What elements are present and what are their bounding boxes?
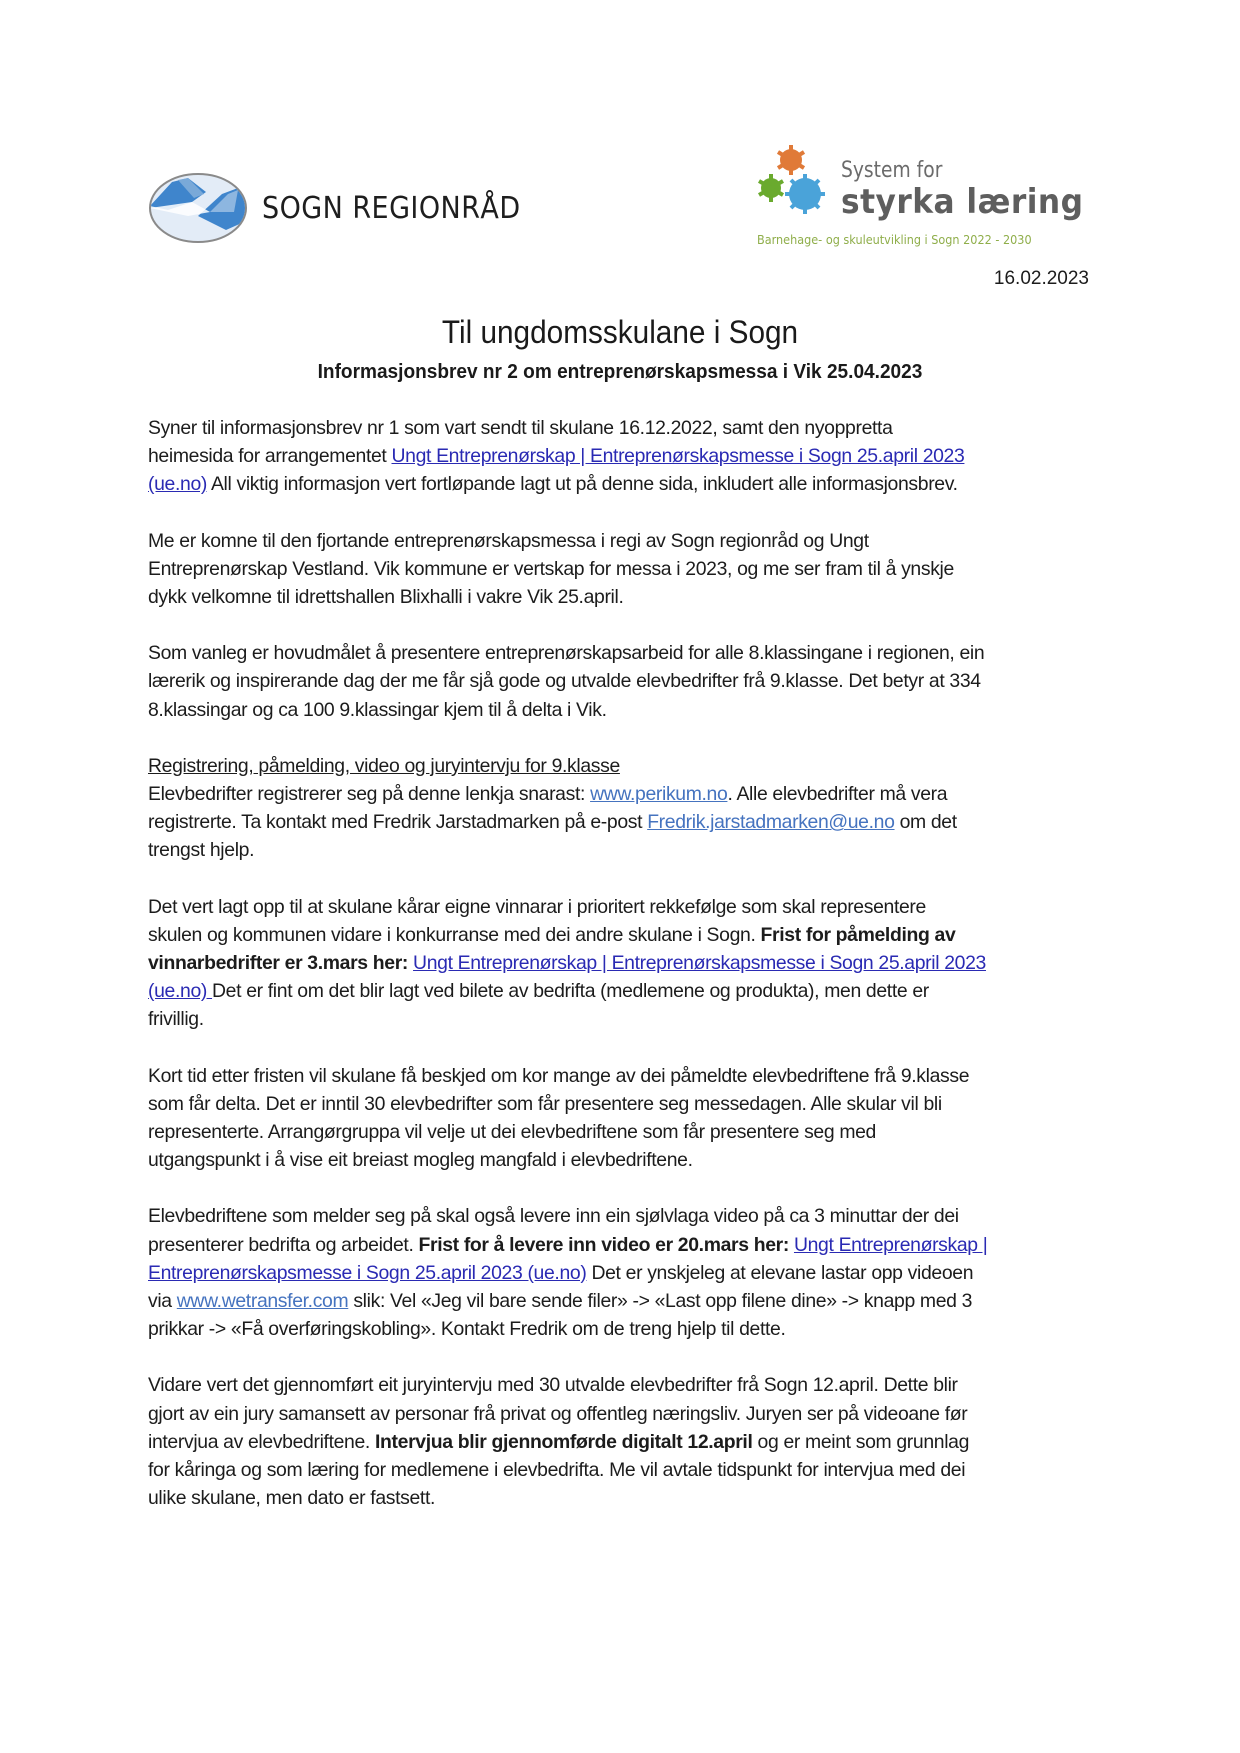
text-line: Elevbedriftene som melder seg på skal også levere inn ein sjølvlaga video på ca 3 minuttar der dei — [148, 1205, 959, 1228]
paragraph-intro — [148, 414, 1098, 499]
logo-tagline: Barnehage- og skuleutvikling i Sogn 2022 - 2030 — [757, 232, 1032, 247]
paragraph-registration — [148, 752, 1098, 865]
text-line: Vidare vert det gjennomført eit juryintervju med 30 utvalde elevbedrifter frå Sogn 12.april. Dette blir — [148, 1374, 958, 1397]
text-span: slik: Vel «Jeg vil bare sende filer» -> «Last opp filene dine» -> knapp med 3 — [348, 1290, 973, 1313]
text-line: 8.klassingar og ca 100 9.klassingar kjem til å delta i Vik. — [148, 698, 607, 721]
text-span: Det er ynskjeleg at elevane lastar opp videoen — [586, 1261, 974, 1284]
text-line: Me er komne til den fjortande entreprenørskapsmessa i regi av Sogn regionråd og Ungt — [148, 529, 869, 552]
ue-event-link-cont[interactable]: Entreprenørskapsmesse i Sogn 25.april 2023 (ue.no) — [148, 1261, 587, 1284]
text-line: Det vert lagt opp til at skulane kårar eigne vinnarar i prioritert rekkefølge som skal representere — [148, 895, 926, 918]
section-heading: Registrering, påmelding, video og juryintervju for 9.klasse — [148, 754, 620, 777]
page-subtitle: Informasjonsbrev nr 2 om entreprenørskapsmessa i Vik 25.04.2023 — [317, 360, 923, 383]
ue-event-link-domain[interactable]: (ue.no) — [148, 980, 213, 1003]
text-span: intervjua av elevbedriftene. — [148, 1430, 375, 1453]
text-line: representerte. Arrangørgruppa vil velje ut dei elevbedriftene som får presentere seg med — [148, 1121, 876, 1144]
text-span: registrerte. Ta kontakt med Fredrik Jarstadmarken på e-post — [148, 811, 648, 834]
text-line: lærerik og inspirerande dag der me får sjå gode og utvalde elevbedrifter frå 9.klasse. Det betyr at 334 — [148, 670, 981, 693]
text-line: Som vanleg er hovudmålet å presentere entreprenørskapsarbeid for alle 8.klassingane i regionen, ein — [148, 642, 985, 665]
text-span: . Alle elevbedrifter må vera — [727, 783, 948, 806]
paragraph-selection — [148, 1062, 1098, 1175]
styrka-laering-logo — [757, 142, 1087, 252]
paragraph-winners — [148, 893, 1098, 1034]
logo-line-styrka-laering: styrka læring — [841, 182, 1084, 222]
text-span: Elevbedrifter registrerer seg på denne lenkja snarast: — [148, 783, 591, 806]
org-name: SOGN REGIONRÅD — [262, 190, 521, 226]
text-span: skulen og kommunen vidare i konkurranse med dei andre skulane i Sogn. — [148, 923, 761, 946]
letter-body — [148, 414, 1098, 1541]
text-line: som får delta. Det er inntil 30 elevbedrifter som får presentere seg messedagen. Alle skular vil bli — [148, 1092, 942, 1115]
text-line: gjort av ein jury samansett av personar frå privat og offentleg næringsliv. Juryen ser på videoane før — [148, 1402, 968, 1425]
text-span: Det er fint om det blir lagt ved bilete av bedrifta (medlemene og produkta), men dette er — [212, 980, 929, 1003]
text-line: trengst hjelp. — [148, 839, 255, 862]
text-line: Kort tid etter fristen vil skulane få beskjed om kor mange av dei påmeldte elevbedriftene frå 9.klasse — [148, 1064, 970, 1087]
sogn-regionrad-emblem-icon — [148, 172, 248, 244]
text-line: ulike skulane, men dato er fastsett. — [148, 1487, 436, 1510]
text-line: for kåringa og som læring for medlemene i elevbedrifta. Me vil avtale tidspunkt for intervjua med dei — [148, 1459, 966, 1482]
ue-event-link-domain[interactable]: (ue.no) — [148, 473, 207, 496]
text-line: prikkar -> «Få overføringskobling». Kontakt Fredrik om de treng hjelp til dette. — [148, 1318, 786, 1341]
text-line: frivillig. — [148, 1008, 204, 1031]
perikum-link[interactable]: www.perikum.no — [590, 783, 728, 806]
text-span: heimesida for arrangementet — [148, 445, 392, 468]
sogn-regionrad-logo — [148, 172, 549, 244]
deadline-text: vinnarbedrifter er 3.mars her: — [148, 952, 414, 975]
paragraph-jury — [148, 1371, 1098, 1512]
text-line: utgangspunkt i å vise eit breiast mogleg mangfald i elevbedriftene. — [148, 1149, 693, 1172]
gears-icon — [757, 142, 837, 222]
paragraph-video — [148, 1202, 1098, 1343]
text-line: Entreprenørskap Vestland. Vik kommune er vertskap for messa i 2023, og me ser fram til å ynskje — [148, 557, 954, 580]
ue-event-link[interactable]: Ungt Entreprenørskap | — [793, 1233, 988, 1256]
logo-line-system-for: System for — [841, 158, 943, 183]
text-span: via — [148, 1290, 177, 1313]
text-line: Syner til informasjonsbrev nr 1 som vart sendt til skulane 16.12.2022, samt den nyoppretta — [148, 417, 893, 439]
ue-event-link[interactable]: Ungt Entreprenørskap | Entreprenørskapsmesse i Sogn 25.april 2023 — [413, 952, 986, 975]
deadline-text: Frist for påmelding av — [760, 923, 956, 946]
letter-date: 16.02.2023 — [993, 268, 1089, 289]
deadline-text: Frist for å levere inn video er 20.mars her: — [418, 1233, 794, 1256]
text-span: presenterer bedrifta og arbeidet. — [148, 1233, 419, 1256]
ue-event-link[interactable]: Ungt Entreprenørskap | Entreprenørskapsmesse i Sogn 25.april 2023 — [391, 445, 965, 468]
email-link[interactable]: Fredrik.jarstadmarken@ue.no — [647, 811, 895, 834]
text-span: All viktig informasjon vert fortløpande lagt ut på denne sida, inkludert alle informasjonsbrev. — [207, 473, 958, 496]
paragraph-main-goal — [148, 639, 1098, 724]
paragraph-fourteenth-fair — [148, 527, 1098, 612]
text-line: dykk velkomne til idrettshallen Blixhalli i vakre Vik 25.april. — [148, 586, 624, 609]
page-title: Til ungdomsskulane i Sogn — [441, 314, 799, 350]
wetransfer-link[interactable]: www.wetransfer.com — [176, 1290, 349, 1313]
deadline-text: Intervjua blir gjennomførde digitalt 12.april — [375, 1430, 753, 1453]
text-span: og er meint som grunnlag — [752, 1430, 970, 1453]
text-span: om det — [894, 811, 957, 834]
